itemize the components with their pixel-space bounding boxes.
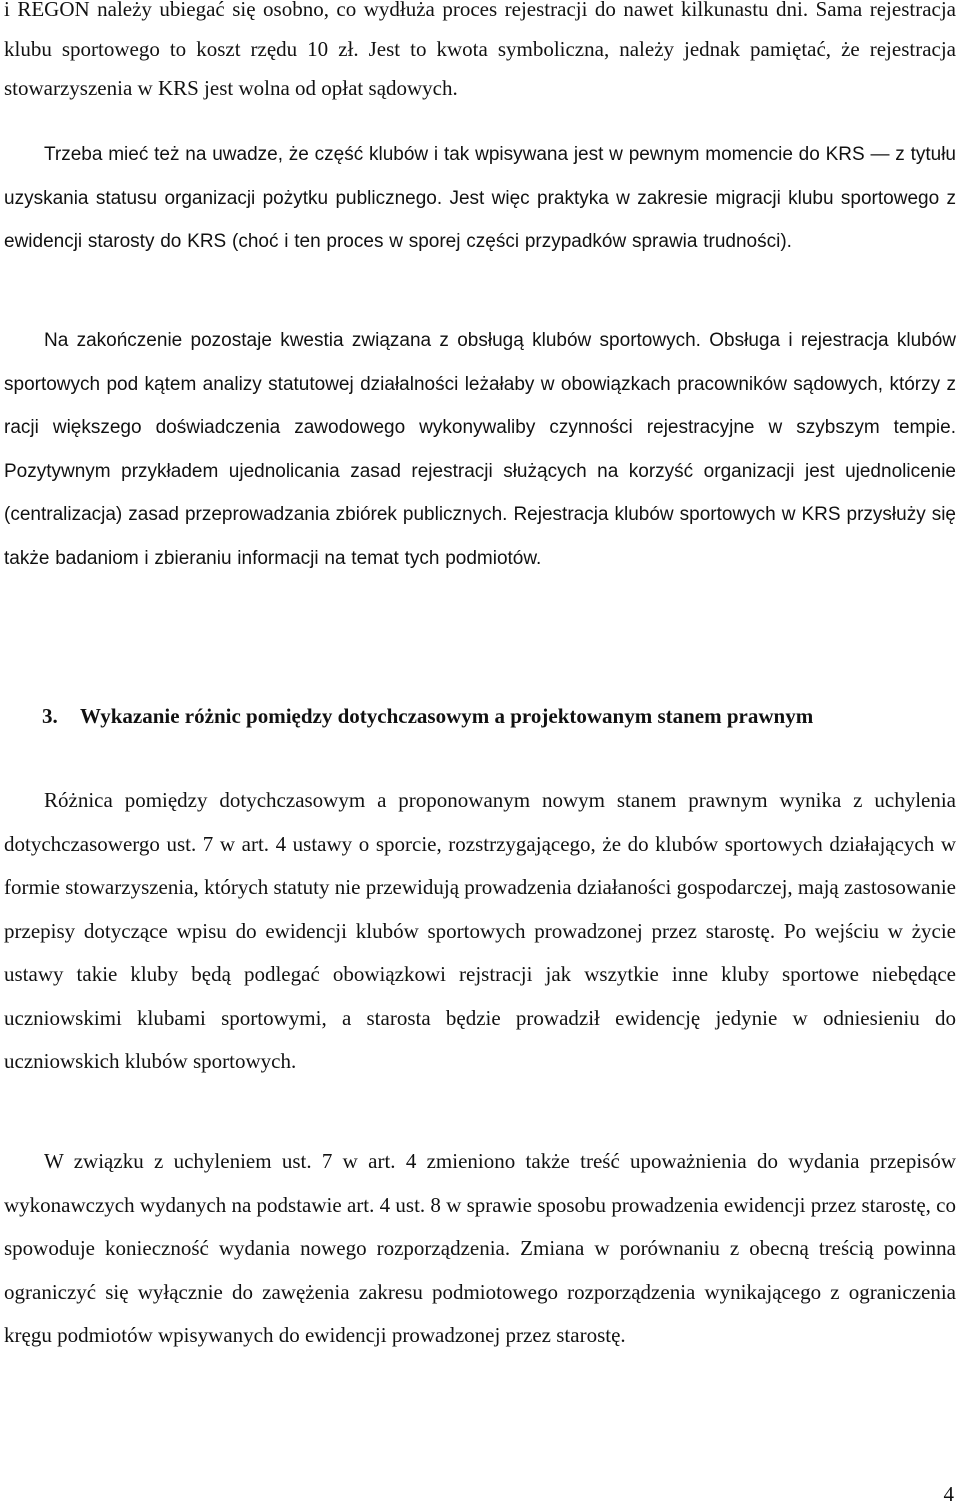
paragraph-opp-status: Trzeba mieć też na uwadze, że część klubów i tak wpisywana jest w pewnym momencie do KRS — z tytułu uzyskania statusu organizacji pożytku publicznego. Jest więc praktyka w zakresie migracji klubu sportowego z ewidencji starosty do KRS (choć i ten proces w sporej części przypadków sprawia trudności). (4, 144, 956, 252)
paragraph-club-service: Na zakończenie pozostaje kwestia związana z obsługą klubów sportowych. Obsługa i rejestracja klubów sportowych pod kątem analizy statutowej działalności leżałaby w obowiązkach pracowników sądowych, którzy z racji większego doświadczenia zawodowego wykonywaliby czynności rejestracyjne w szybszym tempie. Pozytywnym przykładem ujednolicania zasad rejestracji służących na korzyść organizacji jest ujednolicenie (centralizacja) zasad przeprowadzania zbiórek publicznych. Rejestracja klubów sportowych w KRS przysłuży się także badaniom i zbieraniu informacji na temat tych podmiotów. (4, 330, 956, 569)
page-number: 4 (943, 1482, 954, 1506)
section-heading-title: Wykazanie różnic pomiędzy dotychczasowym a projektowanym stanem prawnym (80, 704, 814, 728)
paragraph-registration-cost: i REGON należy ubiegać się osobno, co wydłuża proces rejestracji do nawet kilkunastu dni. Sama rejestracja klubu sportowego to koszt rzędu 10 zł. Jest to kwota symboliczna, należy jednak pamiętać, że rejestracja stowarzyszenia w KRS jest wolna od opłat sądowych. (4, 0, 956, 100)
paragraph-legal-difference: Różnica pomiędzy dotychczasowym a proponowanym nowym stanem prawnym wynika z uchylenia dotychczasowergo ust. 7 w art. 4 ustawy o sporcie, rozstrzygającego, że do klubów sportowych działających w formie stowarzyszenia, których statuty nie przewidują prowadzenia działaności gospodarczej, mają zastosowanie przepisy dotyczące wpisu do ewidencji klubów sportowych prowadzonej przez starostę. Po wejściu w życie ustawy takie kluby będą podlegać obowiązkowi rejstracji jak wszytkie inne kluby sportowe niebędące uczniowskimi klubami sportowymi, a starosta będzie prowadził ewidencję jedynie w odniesieniu do uczniowskich klubów sportowych. (4, 788, 956, 1073)
section-heading-number: 3. (42, 704, 58, 728)
paragraph-regulation-change: W związku z uchyleniem ust. 7 w art. 4 zmieniono także treść upoważnienia do wydania przepisów wykonawczych wydanych na podstawie art. 4 ust. 8 w sprawie sposobu prowadzenia ewidencji przez starostę, co spowoduje konieczność wydania nowego rozporządzenia. Zmiana w porównaniu z obecną treścią powinna ograniczyć się wyłącznie do zawężenia zakresu podmiotowego rozporządzenia wynikającego z ograniczenia kręgu podmiotów wpisywanych do ewidencji prowadzonej przez starostę. (4, 1149, 956, 1347)
